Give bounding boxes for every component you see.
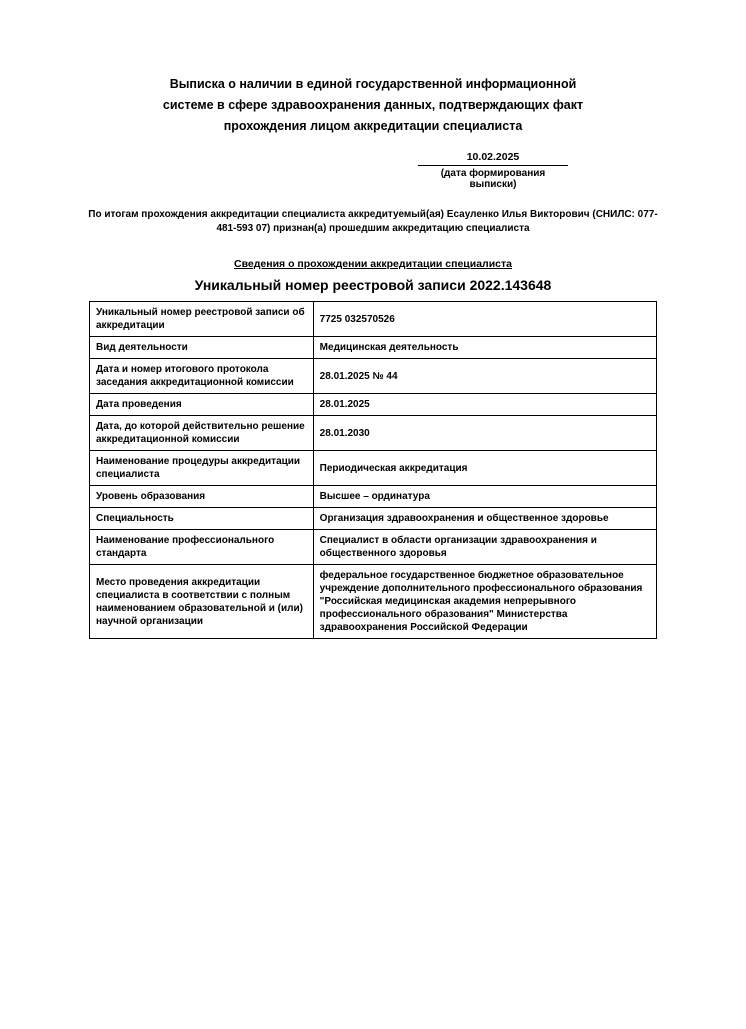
row-label: Дата и номер итогового протокола заседания аккредитационной комиссии <box>90 359 314 394</box>
row-label: Наименование процедуры аккредитации специалиста <box>90 451 314 486</box>
row-label: Уровень образования <box>90 486 314 508</box>
row-label: Наименование профессионального стандарта <box>90 530 314 565</box>
row-label: Дата, до которой действительно решение аккредитационной комиссии <box>90 416 314 451</box>
row-label: Специальность <box>90 508 314 530</box>
page-title-line-2: системе в сфере здравоохранения данных, подтверждающих факт <box>162 98 584 112</box>
extract-date-block <box>418 151 568 190</box>
table-row <box>90 530 657 565</box>
registry-number-heading: Уникальный номер реестровой записи 2022.143648 <box>194 277 552 293</box>
table-row <box>90 337 657 359</box>
section-heading: Сведения о прохождении аккредитации специалиста <box>234 258 512 270</box>
row-value: Периодическая аккредитация <box>313 451 656 486</box>
row-label: Дата проведения <box>90 394 314 416</box>
table-row <box>90 486 657 508</box>
row-label: Место проведения аккредитации специалиста в соответствии с полным наименованием образовательной и (или) научной организации <box>90 565 314 639</box>
row-value: федеральное государственное бюджетное образовательное учреждение дополнительного профессионального образования "Российская медицинская академия непрерывного профессионального образования" Министерства здравоохранения Российской Федерации <box>313 565 656 639</box>
page-title-line-3: прохождения лицом аккредитации специалиста <box>223 119 523 133</box>
row-value: 28.01.2025 <box>313 394 656 416</box>
table-row <box>90 359 657 394</box>
accreditation-table <box>89 301 657 639</box>
table-row <box>90 451 657 486</box>
row-value: Специалист в области организации здравоохранения и общественного здоровья <box>313 530 656 565</box>
table-row <box>90 302 657 337</box>
accreditation-summary-paragraph: По итогам прохождения аккредитации специалиста аккредитуемый(ая) Есауленко Илья Викторович (СНИЛС: 077-481-593 07) признан(а) прошедшим аккредитацию специалиста <box>88 209 658 234</box>
row-value: 7725 032570526 <box>313 302 656 337</box>
row-value: 28.01.2030 <box>313 416 656 451</box>
row-value: Медицинская деятельность <box>313 337 656 359</box>
page-title <box>158 74 588 137</box>
row-label: Вид деятельности <box>90 337 314 359</box>
row-value: 28.01.2025 № 44 <box>313 359 656 394</box>
extract-date-caption: (дата формирования выписки) <box>440 168 546 190</box>
extract-date-value: 10.02.2025 <box>418 151 568 166</box>
row-value: Высшее – ординатура <box>313 486 656 508</box>
page-title-line-1: Выписка о наличии в единой государственной информационной <box>169 77 577 91</box>
table-row <box>90 416 657 451</box>
row-value: Организация здравоохранения и общественное здоровье <box>313 508 656 530</box>
table-row <box>90 565 657 639</box>
table-row <box>90 508 657 530</box>
table-row <box>90 394 657 416</box>
row-label: Уникальный номер реестровой записи об аккредитации <box>90 302 314 337</box>
